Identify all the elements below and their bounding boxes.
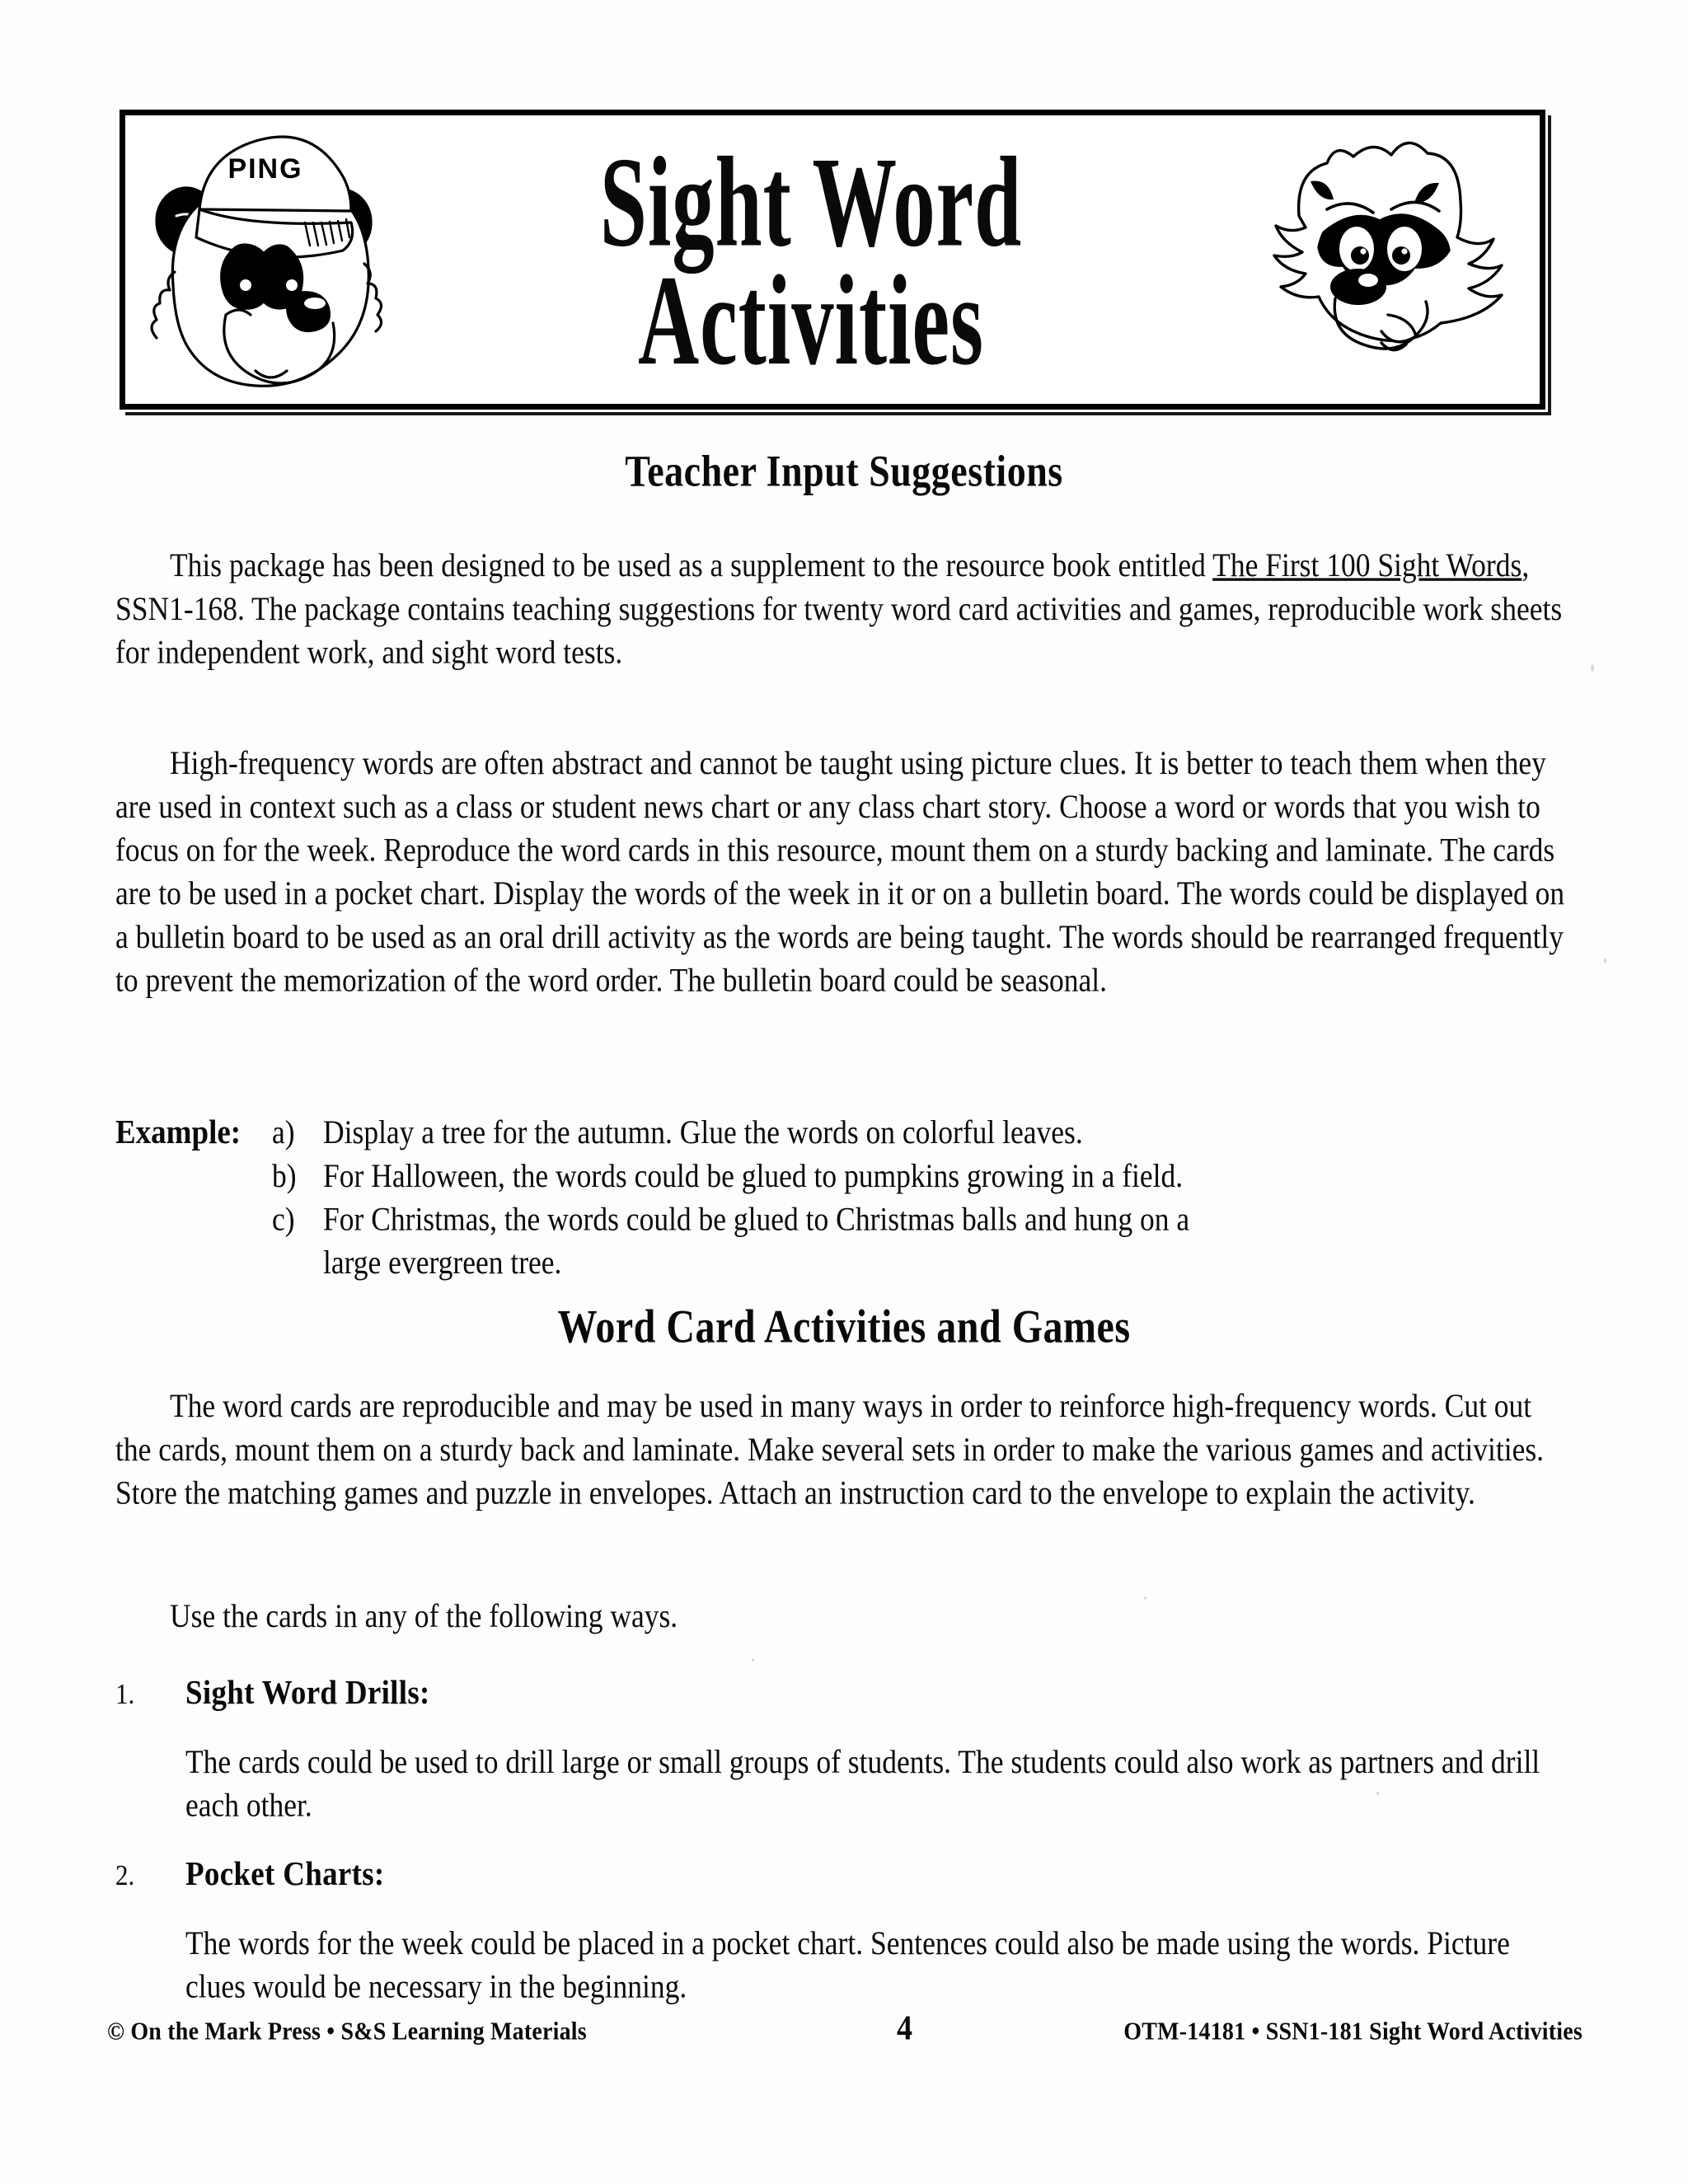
list-item-heading <box>115 1673 1566 1713</box>
paragraph-use-cards: Use the cards in any of the following ways. <box>170 1597 678 1635</box>
example-text-a: Display a tree for the autumn. Glue the words on colorful leaves. <box>323 1113 1083 1151</box>
book-title-reference: The First 100 Sight Words <box>1212 546 1522 584</box>
list-item-title: Sight Word Drills: <box>185 1674 430 1713</box>
example-label: Example: <box>115 1113 241 1152</box>
banner-title-line2: Activities <box>638 250 984 393</box>
example-row <box>115 1197 1566 1241</box>
paragraph-intro-part1: This package has been designed to be used as a supplement to the resource book entitled <box>170 546 1213 584</box>
example-text-c-continuation: large evergreen tree. <box>323 1244 562 1282</box>
list-item-body: The cards could be used to drill large or small groups of students. The students could also work as partners and drill each other. <box>185 1743 1540 1824</box>
list-item <box>115 1854 1566 2008</box>
example-marker-b: b) <box>272 1157 297 1194</box>
footer-product-code: OTM-14181 • SSN1-181 Sight Word Activities <box>1123 2018 1582 2046</box>
page-title-teacher-input: Teacher Input Suggestions <box>625 446 1063 496</box>
page-title-word-card: Word Card Activities and Games <box>557 1301 1131 1353</box>
list-item-heading <box>115 1854 1566 1894</box>
list-item-marker: 2. <box>115 1858 135 1891</box>
scan-speckle <box>1591 664 1594 672</box>
example-block <box>115 1111 1566 1285</box>
list-item-body: The words for the week could be placed in a pocket chart. Sentences could also be made using the words. Picture clues would be necessary in the beginning. <box>185 1924 1510 2005</box>
paragraph-intro-part2: , SSN1-168. The package contains teaching suggestions for twenty word card activities and games, reproducible work sheets for independent work, and sight word tests. <box>115 546 1563 671</box>
footer-page-number: 4 <box>896 2009 913 2048</box>
footer-copyright: © On the Mark Press • S&S Learning Materials <box>107 2018 587 2046</box>
list-item-title: Pocket Charts: <box>185 1855 385 1894</box>
example-text-c: For Christmas, the words could be glued to Christmas balls and hung on a <box>323 1200 1190 1238</box>
page-footer <box>107 2008 1582 2048</box>
banner-title <box>409 131 1214 393</box>
example-text-b: For Halloween, the words could be glued to pumpkins growing in a field. <box>323 1157 1184 1194</box>
scan-speckle <box>752 1658 754 1661</box>
paragraph-word-cards: The word cards are reproducible and may be used in many ways in order to reinforce high-frequency words. Cut out the cards, mount them on a sturdy back and laminate. Make several sets in order to make the various games and activities. Store the matching games and puzzle in envelopes. Attach an instruction card to the envelope to explain the activity. <box>115 1387 1545 1511</box>
paragraph-intro <box>115 544 1566 674</box>
example-row <box>115 1111 1566 1155</box>
title-banner <box>120 110 1545 410</box>
list-item-marker: 1. <box>115 1677 135 1710</box>
example-marker-c: c) <box>272 1200 295 1238</box>
panda-mascot <box>140 124 387 396</box>
list-item <box>115 1673 1566 1827</box>
panda-cap-text: PING <box>227 153 303 185</box>
example-row <box>115 1155 1566 1198</box>
raccoon-mascot <box>1235 124 1515 396</box>
paragraph-high-frequency: High-frequency words are often abstract and cannot be taught using picture clues. It is better to teach them when they are used in context such as a class or student news chart or any class chart story. Choose a word or words that you wish to focus on for the week. Reproduce the word cards in this resource, mount them on a sturdy backing and laminate. The cards are to be used in a pocket chart. Display the words of the week in it or on a bulletin board. The words could be displayed on a bulletin board to be used as an oral drill activity as the words are being taught. The words should be rearranged frequently to prevent the memorization of the word order. The bulletin board could be seasonal. <box>115 744 1565 999</box>
scan-speckle <box>1604 958 1606 963</box>
example-marker-a: a) <box>272 1113 295 1151</box>
banner-title-line1: Sight Word <box>599 131 1023 274</box>
